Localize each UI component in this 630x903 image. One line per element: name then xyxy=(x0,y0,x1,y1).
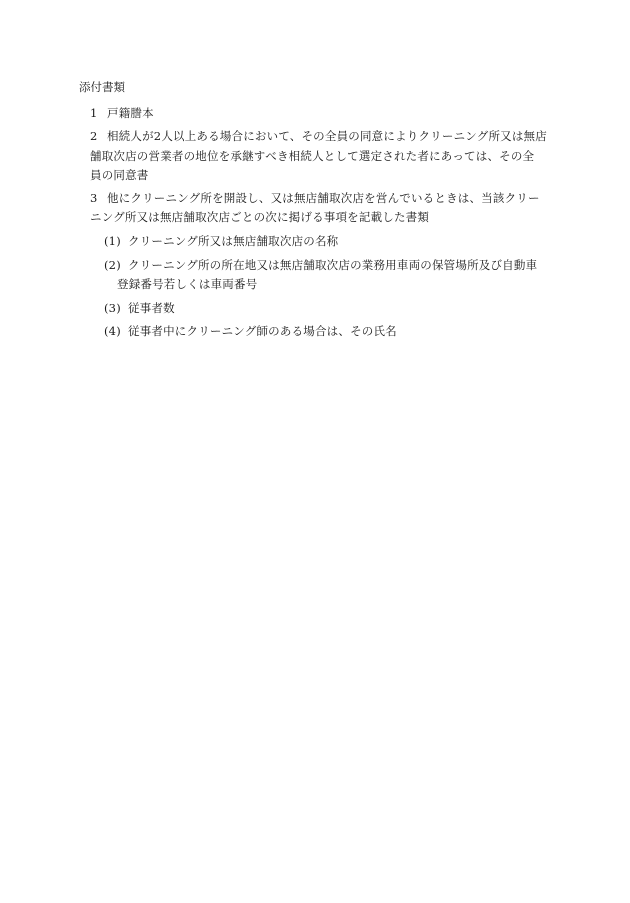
item-number: 2 xyxy=(90,129,98,143)
sub-item-1 xyxy=(104,236,338,248)
sub-item-number: (4) xyxy=(104,324,121,338)
list-item-2 xyxy=(90,131,547,143)
item-number: 3 xyxy=(90,191,98,205)
sub-item-text: クリーニング所の所在地又は無店舗取次店の業務用車両の保管場所及び自動車 xyxy=(128,258,538,272)
item-number: 1 xyxy=(90,106,98,120)
sub-item-text: クリーニング所又は無店舗取次店の名称 xyxy=(128,234,339,248)
sub-item-number: (2) xyxy=(104,258,121,272)
item-text: 他にクリーニング所を開設し、又は無店舗取次店を営んでいるときは、当該クリー xyxy=(107,191,540,205)
sub-item-text: 従事者数 xyxy=(128,301,175,315)
sub-item-2 xyxy=(104,260,537,272)
sub-item-number: (1) xyxy=(104,234,121,248)
sub-item-continuation-line: 登録番号若しくは車両番号 xyxy=(117,277,258,291)
item-continuation-line: ニング所又は無店舗取次店ごとの次に掲げる事項を記載した書類 xyxy=(90,210,430,224)
item-continuation-line: 員の同意書 xyxy=(90,168,149,182)
list-item-1 xyxy=(90,108,154,120)
list-item-3 xyxy=(90,193,540,205)
sub-item-4 xyxy=(104,326,397,338)
sub-item-text: 従事者中にクリーニング師のある場合は、その氏名 xyxy=(128,324,397,338)
sub-item-number: (3) xyxy=(104,301,121,315)
document-heading: 添付書類 xyxy=(79,80,125,94)
item-text: 戸籍謄本 xyxy=(107,106,154,120)
item-continuation-line: 舗取次店の営業者の地位を承継すべき相続人として選定された者にあっては、その全 xyxy=(90,149,535,163)
sub-item-3 xyxy=(104,303,175,315)
item-text: 相続人が2人以上ある場合において、その全員の同意によりクリーニング所又は無店 xyxy=(107,129,547,143)
